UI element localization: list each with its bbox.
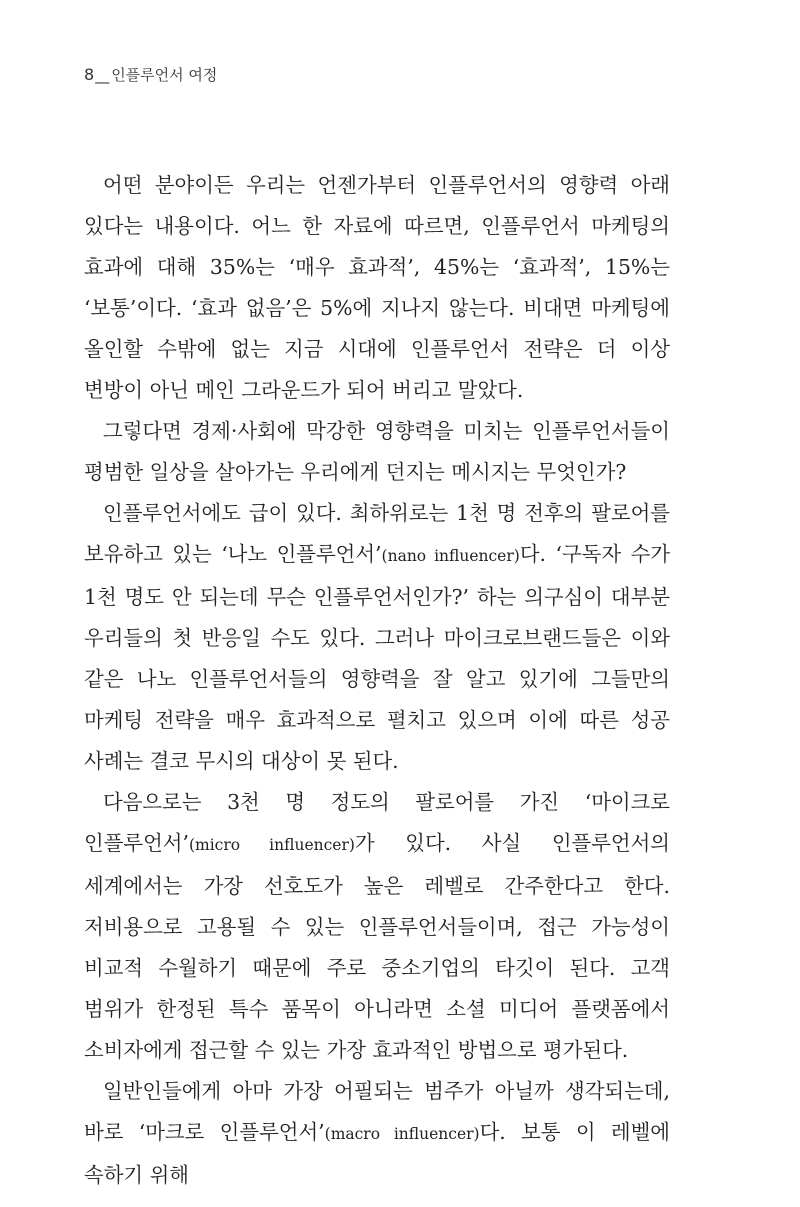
paragraph-text: 다음으로는 3천 명 정도의 팔로어를 가진 ‘마이크로 인플루언서’ bbox=[84, 790, 670, 855]
paragraph-text: 일반인들에게 아마 가장 어필되는 범주가 아닐까 생각되는데, 바로 ‘마크로 인플루언서’ bbox=[84, 1079, 670, 1144]
paragraph-text: 가 있다. 사실 인플루언서의 세계에서는 가장 선호도가 높은 레벨로 간주한다고 한다. 저비용으로 고용될 수 있는 인플루언서들이며, 접근 가능성이 비교적 수월하기 때문에 주로 중소기업의 타깃이 된다. 고객 범위가 한정된 특수 품목이 아니라면 소셜 미디어 플랫폼에서 소비자에게 접근할 수 있는 가장 효과적인 방법으로 평가된다. bbox=[84, 831, 670, 1062]
body-text bbox=[84, 165, 670, 1196]
english-term: (macro influencer) bbox=[324, 1125, 480, 1143]
paragraph-text: 그렇다면 경제·사회에 막강한 영향력을 미치는 인플루언서들이 평범한 일상을 살아가는 우리에게 던지는 메시지는 무엇인가? bbox=[84, 419, 670, 484]
paragraph-text: 다. 보통 이 레벨에 속하기 위해 bbox=[84, 1120, 670, 1187]
running-header bbox=[84, 64, 217, 85]
paragraph bbox=[84, 782, 670, 1071]
english-term: (micro influencer) bbox=[188, 836, 355, 854]
book-title: 인플루언서 여정 bbox=[111, 66, 218, 84]
paragraph bbox=[84, 165, 670, 411]
paragraph bbox=[84, 493, 670, 782]
paragraph-text: 인플루언서에도 급이 있다. 최하위로는 1천 명 전후의 팔로어를 보유하고 있는 ‘나노 인플루언서’ bbox=[84, 501, 670, 566]
paragraph bbox=[84, 1071, 670, 1196]
paragraph-text: 어떤 분야이든 우리는 언젠가부터 인플루언서의 영향력 아래 있다는 내용이다. 어느 한 자료에 따르면, 인플루언서 마케팅의 효과에 대해 35%는 ‘매우 효과적’, 45%는 ‘효과적’, 15%는 ‘보통’이다. ‘효과 없음’은 5%에 지나지 않는다. 비대면 마케팅에 올인할 수밖에 없는 지금 시대에 인플루언서 전략은 더 이상 변방이 아닌 메인 그라운드가 되어 버리고 말았다. bbox=[84, 173, 670, 402]
header-separator: __ bbox=[95, 66, 109, 84]
paragraph bbox=[84, 411, 670, 493]
page-number: 8 bbox=[84, 65, 95, 84]
english-term: (nano influencer) bbox=[381, 547, 520, 565]
paragraph-text: 다. ‘구독자 수가 1천 명도 안 되는데 무슨 인플루언서인가?’ 하는 의구심이 대부분 우리들의 첫 반응일 수도 있다. 그러나 마이크로브랜드들은 이와 같은 나노 인플루언서들의 영향력을 잘 알고 있기에 그들만의 마케팅 전략을 매우 효과적으로 펼치고 있으며 이에 따른 성공 사례는 결코 무시의 대상이 못 된다. bbox=[84, 542, 670, 773]
